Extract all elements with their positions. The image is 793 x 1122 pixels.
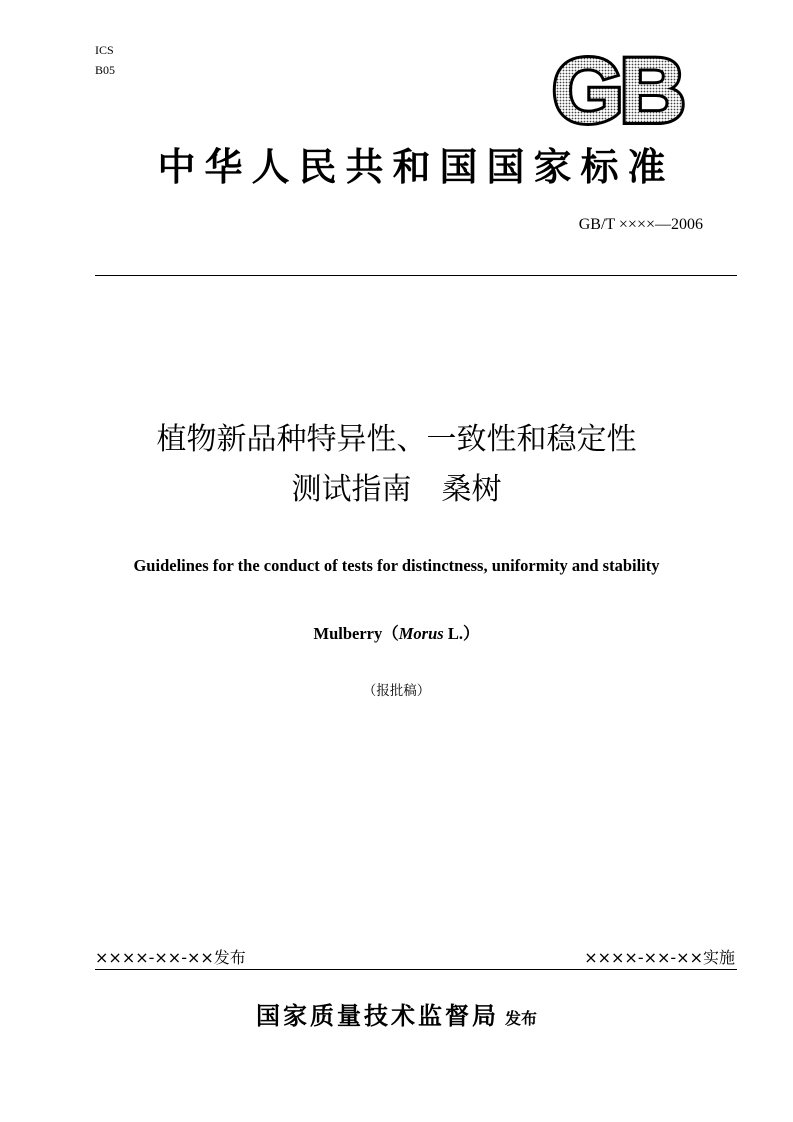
species-name bbox=[0, 620, 793, 644]
chinese-title-line-2: 测试指南 桑树 bbox=[291, 472, 502, 507]
footer-divider bbox=[95, 969, 737, 970]
chinese-title-line-1: 植物新品种特异性、一致性和稳定性 bbox=[156, 422, 637, 457]
issuer-line bbox=[0, 996, 793, 1031]
ics-block bbox=[95, 40, 115, 80]
species-author: L.） bbox=[443, 624, 480, 643]
standard-number: GB/T ××××—2006 bbox=[578, 216, 703, 233]
gb-logo bbox=[541, 48, 693, 128]
gb-logo-text: GB bbox=[552, 48, 682, 128]
species-common-name: Mulberry（ bbox=[313, 624, 399, 643]
english-title: Guidelines for the conduct of tests for distinctness, uniformity and stability bbox=[133, 556, 660, 575]
classification-code: B05 bbox=[95, 63, 116, 77]
header-divider bbox=[95, 275, 737, 276]
national-standard-title: 中华人民共和国国家标准 bbox=[157, 144, 675, 189]
draft-status: （报批稿） bbox=[362, 683, 431, 699]
issuing-authority: 国家质量技术监督局 bbox=[255, 1002, 499, 1030]
issuer-action: 发布 bbox=[504, 1009, 537, 1028]
species-latin-name: Morus bbox=[398, 624, 444, 643]
implementation-date: ××××-××-××实施 bbox=[584, 948, 735, 967]
issue-date: ××××-××-××发布 bbox=[95, 948, 246, 967]
ics-label: ICS bbox=[95, 43, 114, 57]
